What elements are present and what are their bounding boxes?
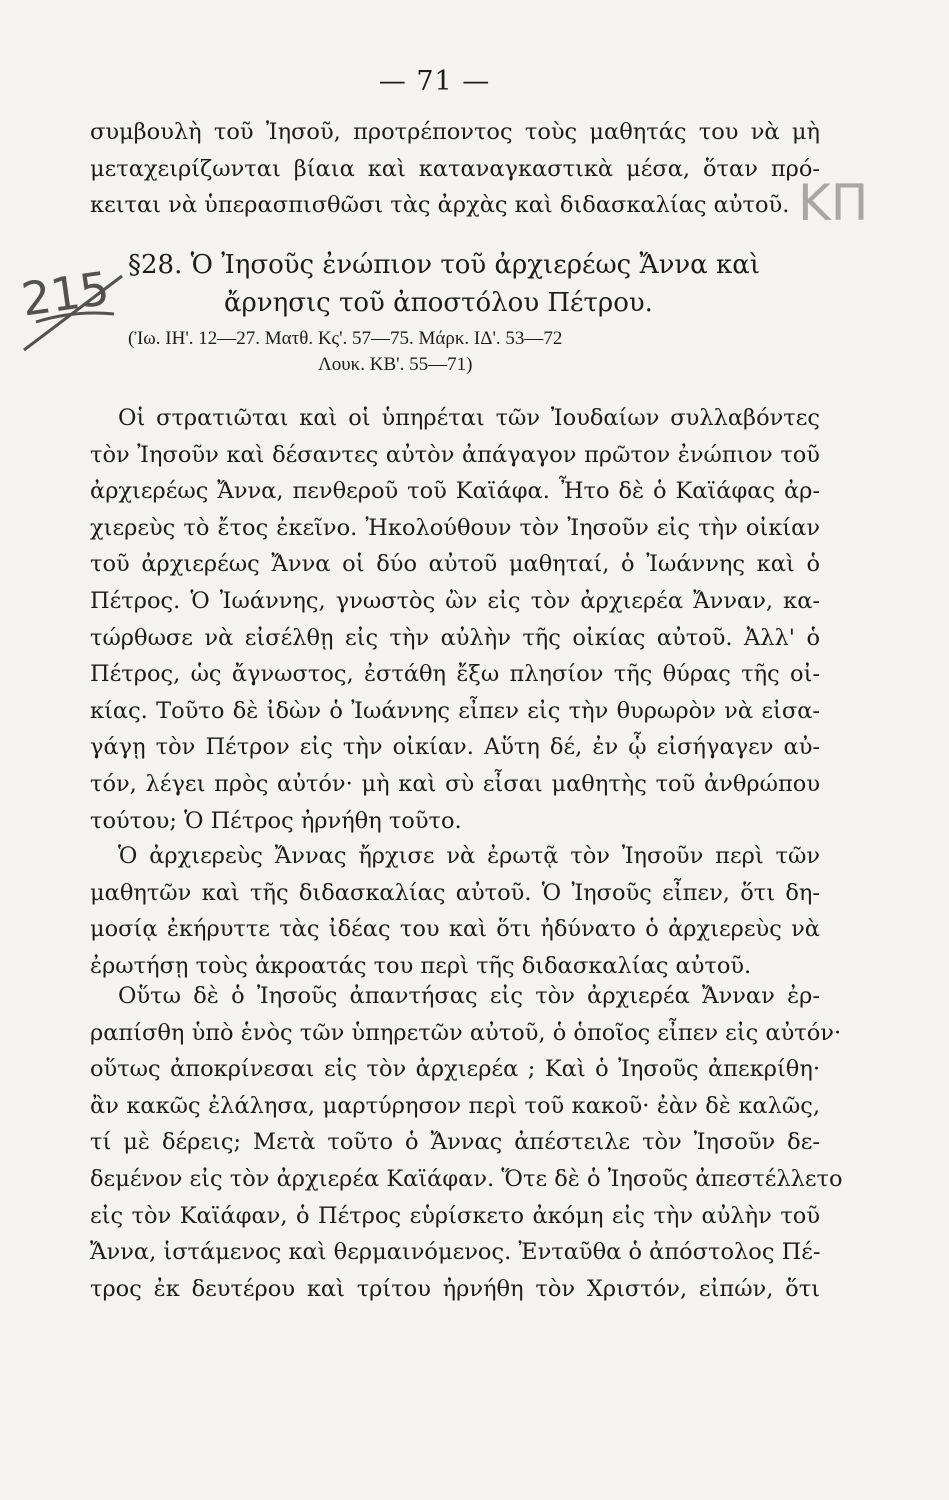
section-heading [128,246,828,322]
section-heading-line: ἄρνησις τοῦ ἀποστόλου Πέτρου. [224,288,653,318]
text-line: εἰς τὸν Καϊάφαν, ὁ Πέτρος εὑρίσκετο ἀκόμη εἰς τὴν αὐλὴν τοῦ [90,1202,820,1229]
text-line: τώρθωσε νὰ εἰσέλθῃ εἰς τὴν αὐλὴν τῆς οἰκίας αὐτοῦ. Ἀλλ' ὁ [90,624,820,651]
paragraph-2 [90,838,820,984]
text-line: τὸν Ἰησοῦν καὶ δέσαντες αὐτὸν ἀπάγαγον πρῶτον ἐνώπιον τοῦ [90,441,820,468]
text-line: γάγῃ τὸν Πέτρον εἰς τὴν οἰκίαν. Αὕτη δέ, ἐν ᾧ εἰσήγαγεν αὐ- [90,734,820,761]
page-number: — 71 — [378,66,491,97]
section-heading-line: §28. Ὁ Ἰησοῦς ἐνώπιον τοῦ ἀρχιερέως Ἄννα καὶ [128,250,761,280]
text-line: τούτου; Ὁ Πέτρος ἠρνήθη τοῦτο. [90,807,462,834]
scripture-references [128,326,788,378]
text-line: δεμένον εἰς τὸν ἀρχιερέα Καϊάφαν. Ὅτε δὲ ὁ Ἰησοῦς ἀπεστέλλετο [90,1165,843,1192]
text-line: Οἱ στρατιῶται καὶ οἱ ὑπηρέται τῶν Ἰουδαίων συλλαβόντες [118,405,820,431]
paragraph-3 [90,978,843,1307]
text-line: Ὁ ἀρχιερεὺς Ἄννας ἤρχισε νὰ ἐρωτᾷ τὸν Ἰησοῦν περὶ τῶν [118,843,820,869]
margin-number-text: 215 [18,260,113,327]
text-line: χιερεὺς τὸ ἔτος ἐκεῖνο. Ἠκολούθουν τὸν Ἰησοῦν εἰς τὴν οἰκίαν [90,514,820,541]
text-line: ἂν κακῶς ἐλάλησα, μαρτύρησον περὶ τοῦ κακοῦ· ἐὰν δὲ καλῶς, [90,1092,820,1119]
text-line: τόν, λέγει πρὸς αὐτόν· μὴ καὶ σὺ εἶσαι μαθητὴς τοῦ ἀνθρώπου [90,770,820,797]
text-line: ἐρωτήσῃ τοὺς ἀκροατάς του περὶ τῆς διδασκαλίας αὐτοῦ. [90,952,752,979]
text-line: κειται νὰ ὑπερασπισθῶσι τὰς ἀρχὰς καὶ διδασκαλίας αὐτοῦ. [90,192,790,219]
text-line: Ἄννα, ἱστάμενος καὶ θερμαινόμενος. Ἐνταῦθα ὁ ἀπόστολος Πέ- [90,1239,821,1266]
text-line: ἀρχιερέως Ἄννα, πενθεροῦ τοῦ Καϊάφα. Ἦτο δὲ ὁ Καϊάφας ἀρ- [90,478,820,505]
text-line: μεταχειρίζωνται βίαια καὶ καταναγκαστικὰ μέσα, ὅταν πρό- [90,155,820,182]
text-line: συμβουλὴ τοῦ Ἰησοῦ, προτρέποντος τοὺς μαθητάς του νὰ μὴ [90,119,820,145]
text-line: μαθητῶν καὶ τῆς διδασκαλίας αὐτοῦ. Ὁ Ἰησοῦς εἶπεν, ὅτι δη- [90,879,820,906]
text-line: Οὕτω δὲ ὁ Ἰησοῦς ἀπαντήσας εἰς τὸν ἀρχιερέα Ἄνναν ἐρ- [118,983,820,1009]
text-line: τί μὲ δέρεις; Μετὰ τοῦτο ὁ Ἄννας ἀπέστειλε τὸν Ἰησοῦν δε- [90,1129,820,1156]
text-line: οὕτως ἀποκρίνεσαι εἰς τὸν ἀρχιερέα ; Καὶ ὁ Ἰησοῦς ἀπεκρίθη· [90,1056,820,1083]
text-line: κίας. Τοῦτο δὲ ἰδὼν ὁ Ἰωάννης εἶπεν εἰς τὴν θυρωρὸν νὰ εἰσα- [90,697,820,724]
reference-line: (Ἰω. ΙΗ'. 12—27. Ματθ. Κς'. 57—75. Μάρκ. ΙΔ'. 53—72 [128,328,563,349]
text-line: τοῦ ἀρχιερέως Ἄννα οἱ δύο αὐτοῦ μαθηταί, ὁ Ἰωάννης καὶ ὁ [90,551,820,578]
reference-line: Λουκ. ΚΒ'. 55—71) [318,354,473,375]
text-line: ραπίσθη ὑπὸ ἑνὸς τῶν ὑπηρετῶν αὐτοῦ, ὁ ὁποῖος εἶπεν εἰς αὐτόν· [90,1019,842,1046]
handwritten-margin-annotation [14,248,134,358]
text-line: Πέτρος, ὡς ἄγνωστος, ἐστάθη ἔξω πλησίον τῆς θύρας τῆς οἰ- [90,661,820,688]
text-line: Πέτρος. Ὁ Ἰωάννης, γνωστὸς ὢν εἰς τὸν ἀρχιερέα Ἄνναν, κα- [90,587,820,614]
paragraph-1 [90,400,820,839]
corner-letters-text: ΚΠ [798,174,869,232]
intro-paragraph [90,114,820,224]
text-line: τρος ἐκ δευτέρου καὶ τρίτου ἠρνήθη τὸν Χριστόν, εἰπών, ὅτι [90,1275,820,1302]
text-line: μοσίᾳ ἐκήρυττε τὰς ἰδέας του καὶ ὅτι ἠδύνατο ὁ ἀρχιερεὺς νὰ [90,916,820,943]
